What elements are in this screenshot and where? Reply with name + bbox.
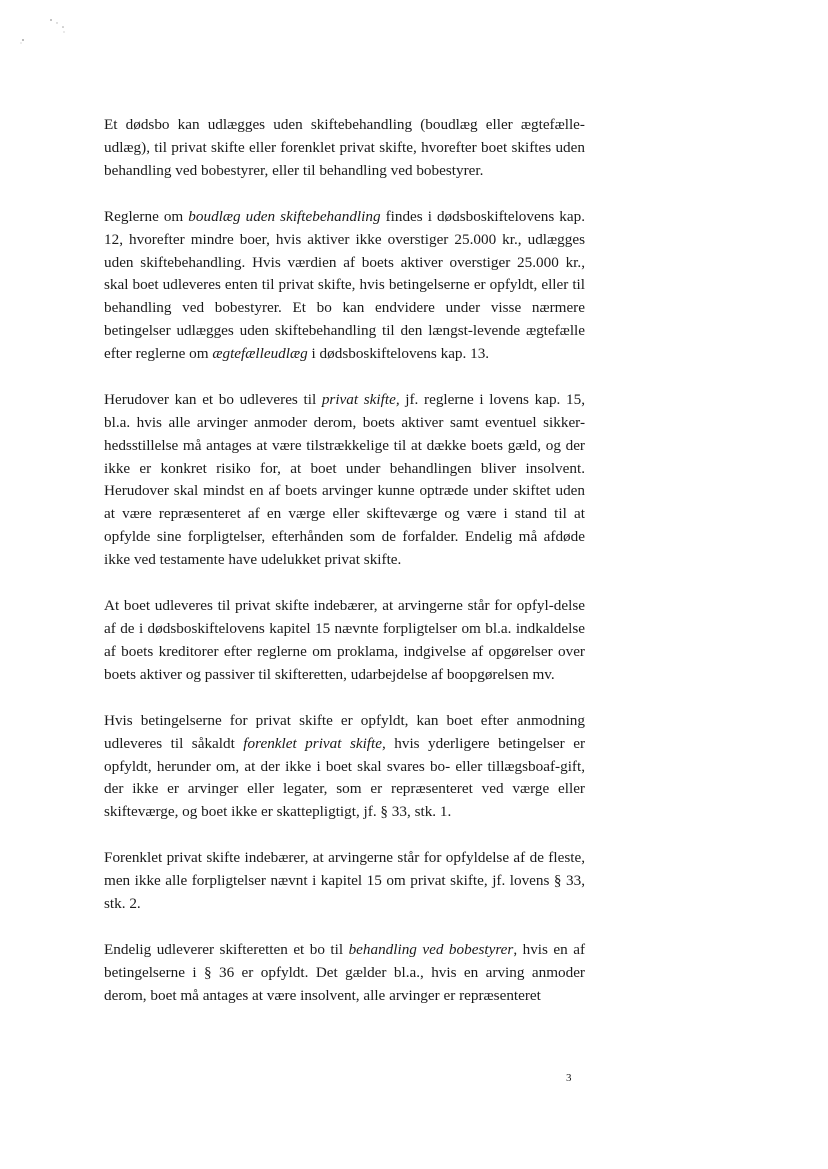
italic-term: ægtefælleudlæg [212, 344, 308, 362]
scan-specks-decoration [18, 16, 78, 52]
paragraph [104, 595, 585, 686]
paragraph-text: At boet udleveres til privat skifte indebærer, at arvingerne står for opfyl-delse af de i dødsboskiftelovens kapitel 15 nævnte forpligtelser om bl.a. indkaldelse af boets kreditorer efter reglerne om proklama, indgivelse af opgørelser over boets aktiver og passiver til skifteretten, udarbejdelse af boopgørelsen mv. [104, 597, 585, 683]
italic-term: behandling ved bobestyrer [348, 941, 514, 959]
page-number: 3 [566, 1072, 572, 1084]
paragraph [104, 206, 585, 366]
paragraph [104, 847, 585, 915]
paragraph [104, 710, 585, 824]
paragraph [104, 389, 585, 571]
paragraph-text: Forenklet privat skifte indebærer, at arvingerne står for opfyldelse af de fleste, men ikke alle forpligtelser nævnt i kapitel 15 om privat skifte, jf. lovens § 33, stk. 2. [104, 849, 585, 913]
paragraph-text: hvis yderligere betingelser er opfyldt, herunder om, at der ikke i boet skal svares bo- eller tillægsboaf-gift, der ikke er arvinger eller legater, som er repræsenteret ved værge eller skifteværge, og boet ikke er skattepligtigt, jf. § 33, stk. 1. [104, 734, 585, 821]
paragraph-text: findes i dødsboskiftelovens kap. 12, hvorefter mindre boer, hvis aktiver ikke overstiger 25.000 kr., udlægges uden skiftebehandling. Hvis værdien af boets aktiver overstiger 25.000 kr., skal boet udleveres enten til privat skifte, hvis betingelserne er opfyldt, eller til behandling ved bobestyrer. Et bo kan endvidere under visse nærmere betingelser udlægges uden skiftebehandling til den længst-levende ægtefælle efter reglerne om [104, 207, 585, 362]
paragraph-text: jf. reglerne i lovens kap. 15, bl.a. hvis alle arvinger anmoder derom, boets aktiver samt eventuel sikker-hedsstillelse må antages at være tilstrækkelige til at dække boets gæld, og der ikke er konkret risiko for, at boet under behandlingen bliver insolvent. Herudover skal mindst en af boets arvinger kunne optræde under skiftet uden at være repræsenteret af en værge eller skifteværge og være i stand til at opfylde sine forpligtelser, efterhånden som de forfalder. Endelig må afdøde ikke ved testamente have udelukket privat skifte. [104, 391, 585, 568]
paragraph-text: Herudover kan et bo udleveres til [104, 391, 322, 409]
paragraph-text: i dødsboskiftelovens kap. 13. [307, 344, 490, 362]
paragraph-text: Reglerne om [104, 207, 189, 225]
paragraph-text: , hvis en af betingelserne i § 36 er opfyldt. Det gælder bl.a., hvis en arving anmoder derom, boet må antages at være insolvent, alle arvinger er repræsenteret [104, 941, 586, 1005]
body-text [104, 114, 585, 1031]
paragraph-text: Et dødsbo kan udlægges uden skiftebehandling (boudlæg eller ægtefælle-udlæg), til privat skifte eller forenklet privat skifte, hvorefter boet skiftes uden behandling ved bobestyrer, eller til behandling ved bobestyrer. [104, 116, 585, 179]
paragraph-text: Endelig udleverer skifteretten et bo til [104, 941, 349, 959]
italic-term: boudlæg uden skiftebehandling [188, 207, 381, 225]
paragraph [104, 114, 585, 182]
paragraph [104, 939, 585, 1007]
italic-term: forenklet privat skifte, [243, 734, 386, 752]
italic-term: privat skifte, [321, 391, 400, 409]
paragraph-text: Hvis betingelserne for privat skifte er opfyldt, kan boet efter anmodning udleveres til såkaldt [104, 711, 585, 752]
